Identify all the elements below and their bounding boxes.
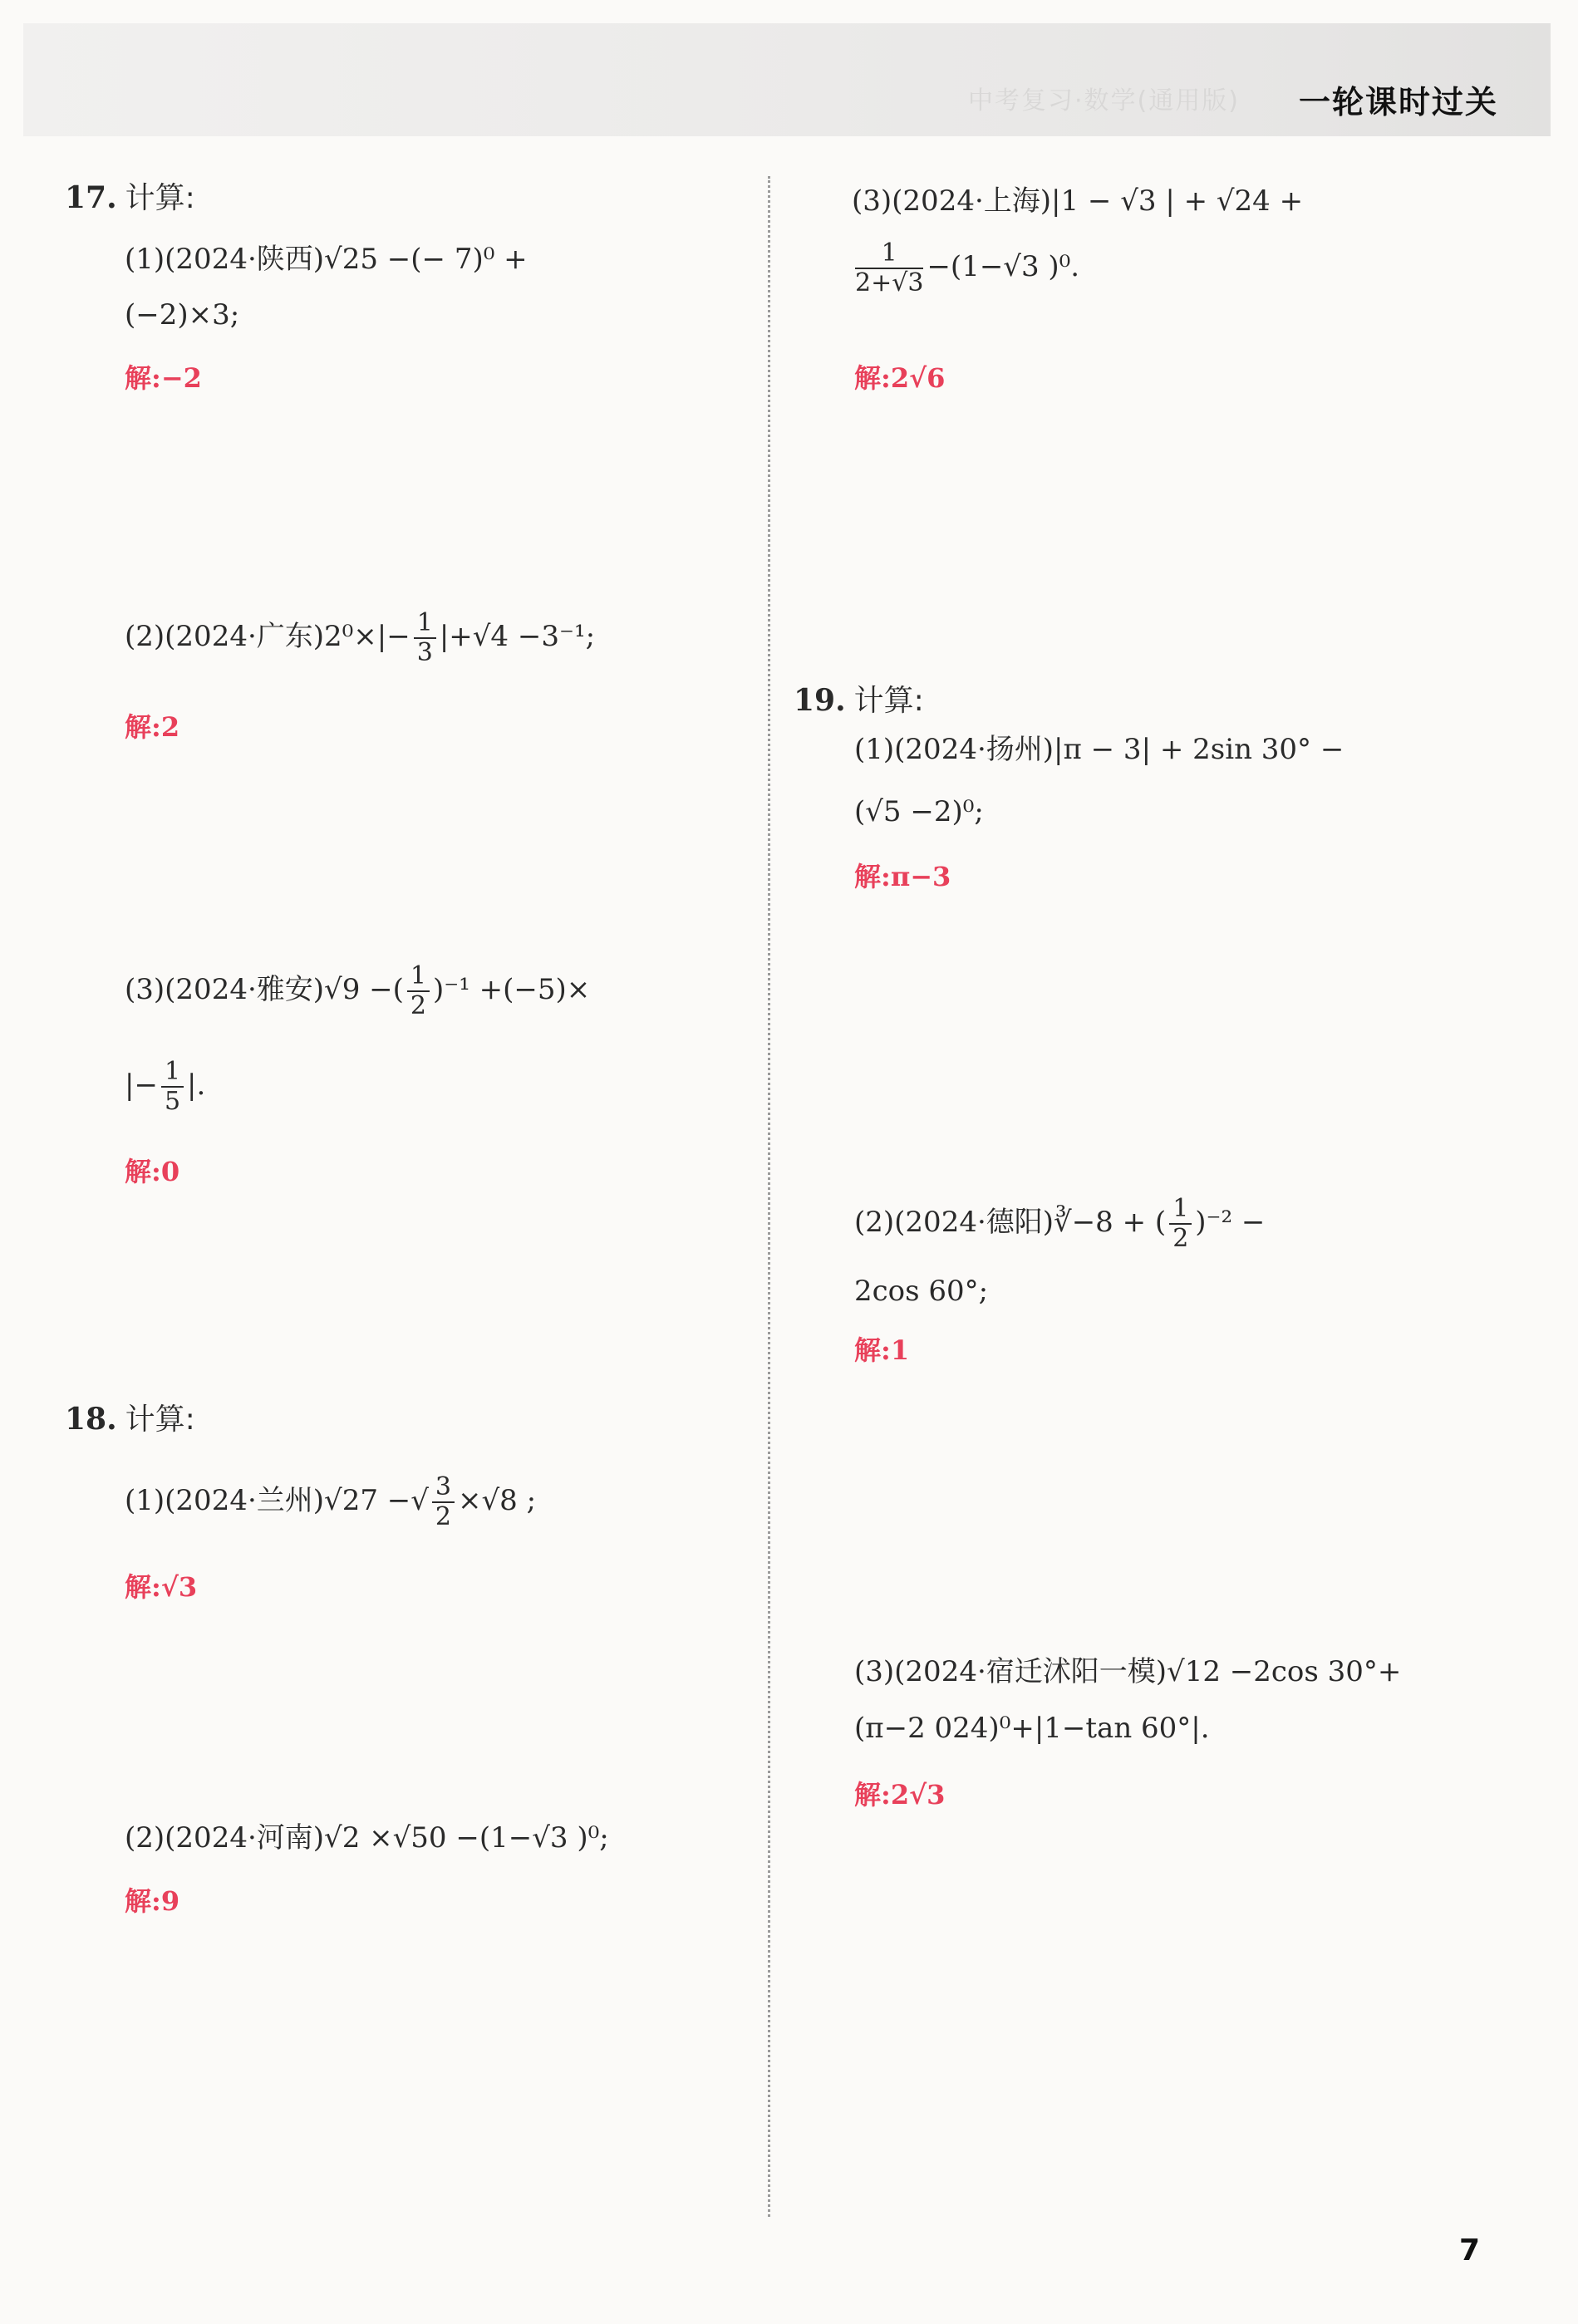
source-tag: (1)(2024·兰州) bbox=[125, 1484, 325, 1517]
q17-part3-answer: 解:0 bbox=[125, 1156, 180, 1187]
fraction bbox=[414, 608, 436, 667]
math-expression: |+√4 −3⁻¹; bbox=[439, 620, 596, 653]
fraction bbox=[161, 1059, 184, 1114]
numerator: 1 bbox=[161, 1059, 184, 1088]
source-tag: (3)(2024·雅安) bbox=[125, 973, 325, 1006]
header-series-text: 中考复习·数学(通用版) bbox=[968, 86, 1240, 115]
math-expression: √27 −√ bbox=[324, 1484, 429, 1517]
question-19-heading bbox=[794, 677, 924, 720]
math-expression: ∛−8 + ( bbox=[1054, 1206, 1167, 1239]
page-number: 7 bbox=[1458, 2233, 1480, 2267]
math-expression: |. bbox=[187, 1069, 206, 1102]
math-expression: √9 −( bbox=[324, 973, 404, 1006]
q17-3-right-cont bbox=[852, 238, 1080, 297]
q18-part2 bbox=[125, 1821, 609, 1855]
q17-part2 bbox=[125, 608, 596, 667]
q19-part1 bbox=[854, 735, 1344, 764]
q18-part1-answer: 解:√3 bbox=[125, 1571, 198, 1603]
q19-part1-answer: 解:π−3 bbox=[854, 861, 951, 892]
denominator: 3 bbox=[416, 638, 433, 667]
q17-part3 bbox=[125, 961, 591, 1020]
column-divider bbox=[768, 176, 770, 2217]
q17-part3-cont bbox=[125, 1059, 205, 1114]
math-expression: |π − 3| + 2sin 30° − bbox=[1054, 733, 1344, 766]
numerator: 3 bbox=[432, 1475, 455, 1503]
q19-part3 bbox=[854, 1655, 1402, 1688]
source-tag: (2)(2024·广东) bbox=[125, 620, 325, 653]
q17-part2-answer: 解:2 bbox=[125, 711, 180, 743]
q19-part2 bbox=[854, 1196, 1265, 1251]
math-expression: −(1−√3 )⁰. bbox=[927, 250, 1080, 283]
q19-part3-cont: (π−2 024)⁰+|1−tan 60°|. bbox=[854, 1712, 1210, 1745]
q19-part1-cont: (√5 −2)⁰; bbox=[854, 795, 984, 828]
source-tag: (2)(2024·德阳) bbox=[854, 1206, 1054, 1239]
q19-part3-answer: 解:2√3 bbox=[854, 1779, 946, 1811]
question-18-heading bbox=[65, 1396, 195, 1438]
source-tag: (3)(2024·宿迁沭阳一模) bbox=[854, 1655, 1168, 1688]
header-title: 一轮课时过关 bbox=[1298, 84, 1498, 120]
question-label: 计算: bbox=[125, 1403, 195, 1437]
question-label: 计算: bbox=[853, 684, 924, 718]
math-expression: √25 −(− 7)⁰ + bbox=[324, 243, 528, 276]
fraction bbox=[1169, 1196, 1192, 1251]
numerator: 1 bbox=[855, 241, 923, 269]
source-tag: (3)(2024·上海) bbox=[852, 184, 1052, 218]
question-number: 17. bbox=[65, 180, 117, 215]
numerator: 1 bbox=[407, 964, 430, 992]
math-expression: √2 ×√50 −(1−√3 )⁰; bbox=[324, 1821, 609, 1855]
fraction bbox=[855, 238, 924, 297]
math-expression: |1 − √3 | + √24 + bbox=[1051, 184, 1304, 218]
question-label: 计算: bbox=[125, 181, 195, 215]
math-expression: √12 −2cos 30°+ bbox=[1167, 1655, 1402, 1688]
fraction bbox=[407, 961, 430, 1020]
denominator: 2 bbox=[1172, 1224, 1189, 1253]
math-expression: |− bbox=[125, 1069, 158, 1102]
q17-3-right-answer: 解:2√6 bbox=[854, 362, 946, 394]
math-expression: )⁻² − bbox=[1195, 1206, 1266, 1239]
q19-part2-cont: 2cos 60°; bbox=[854, 1275, 989, 1308]
q19-part2-answer: 解:1 bbox=[854, 1334, 910, 1366]
numerator: 1 bbox=[414, 611, 436, 639]
q18-part1 bbox=[125, 1472, 537, 1531]
denominator: 2 bbox=[410, 991, 426, 1020]
q17-3-right bbox=[852, 184, 1304, 218]
q17-part1-cont: (−2)×3; bbox=[125, 298, 240, 332]
math-expression: )⁻¹ +(−5)× bbox=[432, 973, 591, 1006]
numerator: 1 bbox=[1169, 1196, 1192, 1225]
denominator: 5 bbox=[164, 1087, 181, 1116]
math-expression: 2⁰×|− bbox=[324, 620, 410, 653]
fraction bbox=[432, 1472, 455, 1531]
question-number: 19. bbox=[794, 683, 846, 718]
q17-part1-answer: 解:−2 bbox=[125, 362, 202, 394]
denominator: 2+√3 bbox=[855, 268, 924, 297]
q17-part1 bbox=[125, 243, 528, 276]
q18-part2-answer: 解:9 bbox=[125, 1885, 180, 1917]
question-17-heading bbox=[65, 174, 195, 217]
source-tag: (1)(2024·扬州) bbox=[854, 733, 1054, 766]
source-tag: (1)(2024·陕西) bbox=[125, 243, 325, 276]
math-expression: ×√8 ; bbox=[458, 1484, 537, 1517]
denominator: 2 bbox=[435, 1502, 452, 1531]
question-number: 18. bbox=[65, 1402, 117, 1437]
source-tag: (2)(2024·河南) bbox=[125, 1821, 325, 1855]
